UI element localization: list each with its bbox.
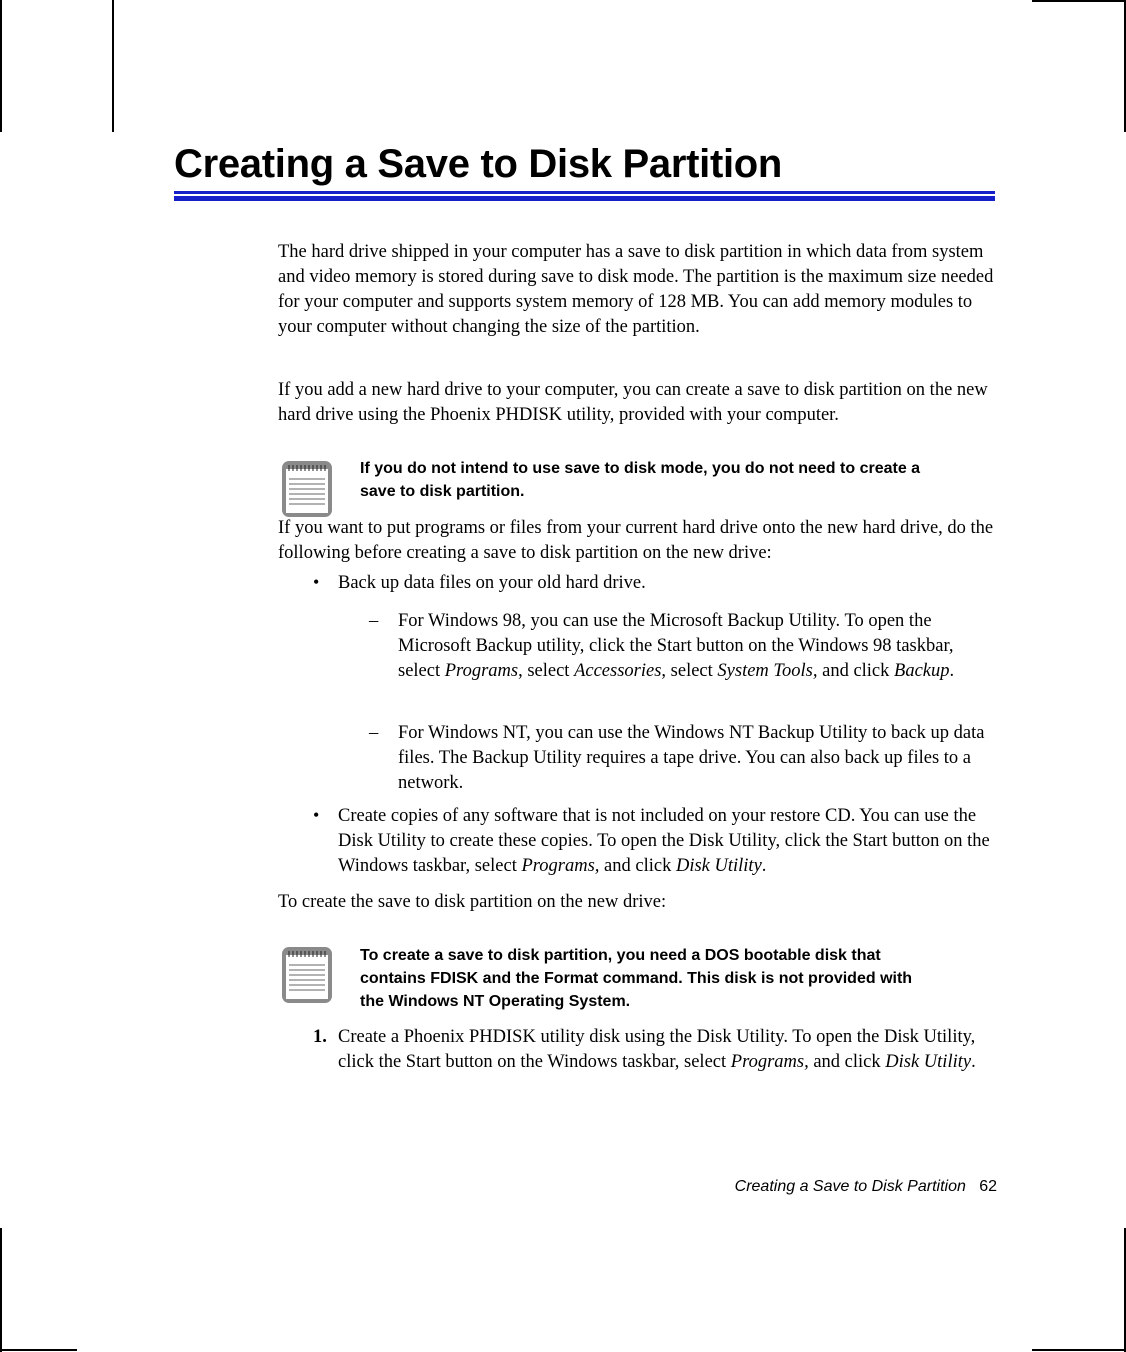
bullet-marker: • xyxy=(313,572,320,592)
step-item: Create a Phoenix PHDISK utility disk using the Disk Utility. To open the Disk Utility, click the Start button on the Windows taskbar, select Programs, and click Disk Utility. xyxy=(338,1027,976,1072)
bullet-item: Create copies of any software that is not included on your restore CD. You can use the Disk Utility to create these copies. To open the Disk Utility, click the Start button on the Windows taskbar, select Programs, and click Disk Utility. xyxy=(338,806,990,876)
notepad-icon xyxy=(281,946,333,1004)
bullet-item: Back up data files on your old hard drive. xyxy=(338,573,646,593)
sub-item-windows-nt: For Windows NT, you can use the Windows NT Backup Utility to back up data files. The Backup Utility requires a tape drive. You can also back up files to a network. xyxy=(398,723,985,793)
intro-paragraph: The hard drive shipped in your computer has a save to disk partition in which data from system and video memory is stored during save to disk mode. The partition is the maximum size needed for your computer and supports system memory of 128 MB. You can add memory modules to your computer without changing the size of the partition. xyxy=(278,242,994,337)
footer-section-title: Creating a Save to Disk Partition xyxy=(734,1178,966,1195)
dash-marker: – xyxy=(369,723,379,743)
crop-mark xyxy=(0,0,2,132)
page-footer xyxy=(735,1177,997,1197)
note-text: If you do not intend to use save to disk mode, you do not need to create a save to disk partition. xyxy=(360,460,921,500)
create-intro-paragraph: To create the save to disk partition on the new drive: xyxy=(278,892,667,912)
notepad-icon xyxy=(281,460,333,518)
crop-mark xyxy=(0,1349,77,1351)
page-title: Creating a Save to Disk Partition xyxy=(174,142,783,186)
crop-mark xyxy=(1032,1349,1126,1351)
step-number: 1. xyxy=(313,1027,327,1047)
transfer-paragraph: If you want to put programs or files from your current hard drive onto the new hard drive, do the following before creating a save to disk partition on the new drive: xyxy=(278,518,994,563)
sub-item-windows-98: For Windows 98, you can use the Microsoft Backup Utility. To open the Microsoft Backup utility, click the Start button on the Windows 98 taskbar, select Programs, select Accessories, select System Tools, and click Backup. xyxy=(398,611,955,681)
crop-mark xyxy=(1032,0,1126,2)
note-text: To create a save to disk partition, you need a DOS bootable disk that contains FDISK and the Format command. This disk is not provided with the Windows NT Operating System. xyxy=(360,947,913,1010)
title-rule-bottom xyxy=(174,196,995,201)
bullet-marker: • xyxy=(313,805,320,825)
new-drive-paragraph: If you add a new hard drive to your computer, you can create a save to disk partition on the new hard drive using the Phoenix PHDISK utility, provided with your computer. xyxy=(278,380,988,425)
crop-mark xyxy=(112,0,114,132)
title-rule-top xyxy=(174,191,995,194)
dash-marker: – xyxy=(369,611,379,631)
page-number: 62 xyxy=(979,1178,997,1195)
crop-mark xyxy=(0,1228,2,1352)
